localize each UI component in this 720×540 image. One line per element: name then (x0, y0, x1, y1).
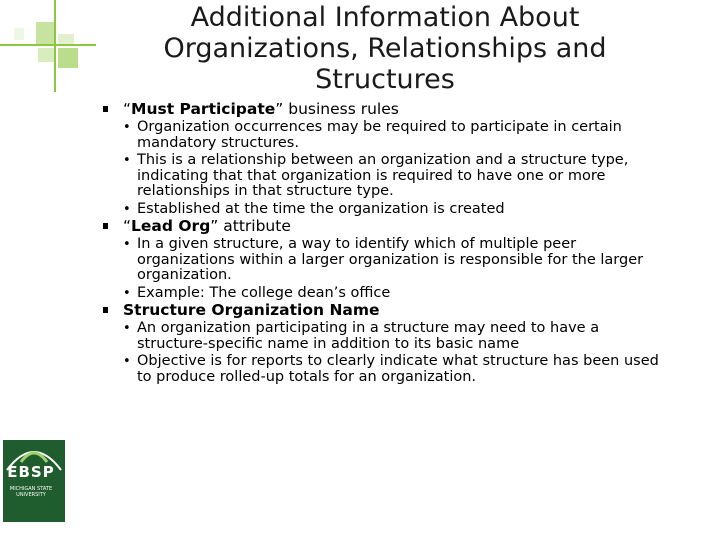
logo-arch-icon (3, 440, 65, 522)
sub-bullet (105, 153, 665, 200)
decorative-square (58, 34, 74, 44)
sub-bullet-text: Established at the time the organization is created (137, 200, 505, 217)
sub-bullet-text: In a given structure, a way to identify which of multiple peer organizations within a larger organization is responsible for the larger organization. (137, 236, 644, 283)
bullet-lead-text: ” attribute (210, 217, 291, 235)
sub-bullet (105, 321, 665, 352)
bullet-quote-open: “ (123, 100, 132, 118)
ebsp-logo (3, 440, 65, 522)
slide-content (105, 100, 665, 385)
decorative-square (14, 28, 24, 40)
sub-bullet-text: An organization participating in a structure may need to have a structure-specific name in addition to its basic name (137, 320, 600, 352)
sub-bullet (105, 202, 665, 218)
bullet-term: Lead Org (131, 217, 211, 235)
sub-bullet-marker: • (123, 120, 131, 135)
bullet-structure-organization-name (105, 301, 665, 319)
bullet-term: Must Participate (131, 100, 276, 118)
bullet-term: Structure Organization Name (123, 301, 380, 319)
logo-text: EBSP (7, 463, 55, 481)
sub-bullet (105, 354, 665, 385)
bullet-marker (103, 223, 108, 229)
sub-bullet-text: Example: The college dean’s office (137, 284, 391, 301)
slide-title: Additional Information About Organizations, Relationships and Structures (163, 2, 607, 95)
decorative-vertical-line (54, 0, 56, 92)
sub-bullet-marker: • (123, 321, 131, 336)
sub-bullet-text: Organization occurrences may be required to participate in certain mandatory structures. (137, 119, 622, 151)
sub-bullet (105, 120, 665, 151)
decorative-square (38, 48, 54, 62)
bullet-must-participate (105, 100, 665, 118)
sub-bullet-marker: • (123, 201, 131, 217)
bullet-lead-org (105, 217, 665, 235)
bullet-marker (103, 106, 108, 112)
bullet-marker (103, 307, 108, 313)
decorative-square (58, 48, 78, 68)
sub-bullet (105, 286, 665, 302)
sub-bullet-marker: • (123, 153, 131, 168)
bullet-quote-open: “ (123, 217, 132, 235)
sub-bullet-marker: • (123, 285, 131, 301)
logo-subtext: MICHIGAN STATE UNIVERSITY (9, 486, 53, 498)
decorative-square (36, 22, 54, 44)
sub-bullet-marker: • (123, 237, 131, 252)
decorative-horizontal-line (0, 44, 96, 46)
sub-bullet-text: Objective is for reports to clearly indicate what structure has been used to produce rolled-up totals for an organization. (137, 353, 659, 385)
bullet-lead-text: ” business rules (275, 100, 399, 118)
sub-bullet (105, 237, 665, 284)
sub-bullet-marker: • (123, 354, 131, 369)
sub-bullet-text: This is a relationship between an organization and a structure type, indicating that that organization is required to have one or more relationships in that structure type. (137, 152, 629, 199)
